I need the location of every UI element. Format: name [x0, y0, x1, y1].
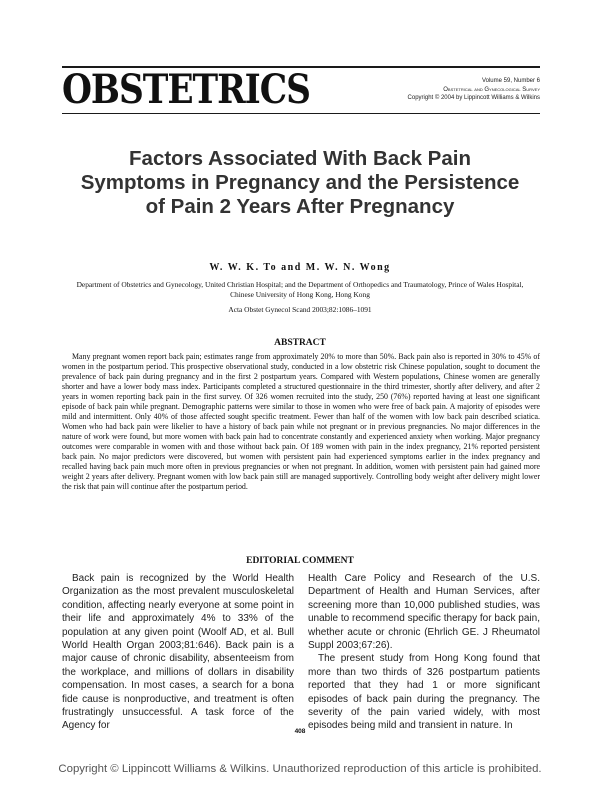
page-number: 408	[294, 728, 306, 735]
editorial-paragraph: Health Care Policy and Research of the U.S. Department of Health and Human Services, after screening more than 10,000 published studies, was unable to recommend specific therapy for back pain, whether acute or chronic (Ehrlich GE. J Rheumatol Suppl 2003;67:26).	[308, 573, 540, 652]
masthead-rule	[62, 113, 540, 114]
abstract-heading: ABSTRACT	[274, 338, 326, 348]
masthead	[62, 66, 540, 114]
editorial-right-column	[308, 572, 540, 733]
affiliation: Department of Obstetrics and Gynecology, United Christian Hospital; and the Department of Orthopedics and Traumatology, Prince of Wales Hospital, Chinese University of Hong Kong, Hong Kong	[76, 280, 524, 299]
abstract-text: Many pregnant women report back pain; estimates range from approximately 20% to more than 50%. Back pain also is reported in 30% to 45% of women in the postpartum period. This prospective observational study, conducted in a low obstetric risk Chinese population, sought to document the prevalence of back pain during pregnancy and in the first 2 postpartum years. Compared with Western populations, Chinese women are generally shorter and have a lower body mass index. Participants completed a structured questionnaire in the third trimester, shortly after delivery, and after 2 years in women reporting back pain in the first survey. Of 326 women recruited into the study, 250 (76%) reported having at least one significant episode of back pain while pregnant. Demographic patterns were similar to those in women who were free of back pain. A majority of episodes were mild and intermittent. Only 40% of those affected sought specific treatment. Fewer than half of the women with low back pain described sciatica. Women who had back pain were likelier to have a history of back pain while not pregnant or in previous pregnancies. No major differences in the nature of work were found, but more women with back pain had to concentrate constantly and experienced anxiety when working. Major pregnancy outcomes were comparable in women with and those without back pain. Of 189 women with pain in the index pregnancy, 21% reported persistent back pain. No major predictors were discovered, but women with persistent pain had experienced symptoms earlier in the index pregnancy and recalled having back pain much more often in previous pregnancies or when not pregnant. In addition, women with persistent pain had gained more weight 2 years after delivery. Pregnant women with low back pain still are managed supportively. Controlling body weight after delivery might lower the risk that pain will continue after the postpartum period.	[62, 352, 540, 491]
survey-name: Obstetrical and Gynecological Survey	[443, 86, 540, 93]
citation: Acta Obstet Gynecol Scand 2003;82:1086–1091	[228, 305, 372, 314]
editorial-paragraph: Back pain is recognized by the World Health Organization as the most prevalent musculoskeletal condition, affecting nearly everyone at some point in their life and approximately 4% to 33% of the population at any given point (Woolf AD, et al. Bull World Health Organ 2003;81:646). Back pain is a major cause of chronic disability, absenteeism from the workplace, and millions of dollars in disability compensation. In most cases, a search for a bona fide cause is nonproductive, and treatment is often frustratingly unsuccessful. A task force of the Agency for	[62, 573, 294, 732]
article-title: Factors Associated With Back Pain Symptoms in Pregnancy and the Persistence of Pain 2 Years After Pregnancy	[80, 147, 520, 218]
journal-title: OBSTETRICS	[62, 66, 310, 113]
volume-line: Volume 59, Number 6	[481, 78, 540, 84]
editorial-heading: EDITORIAL COMMENT	[246, 556, 354, 566]
editorial-left-column	[62, 572, 294, 733]
journal-info	[408, 77, 540, 103]
copyright-line: Copyright © 2004 by Lippincott Williams & Wilkins	[407, 95, 540, 101]
copyright-footer: Copyright © Lippincott Williams & Wilkins. Unauthorized reproduction of this article is prohibited.	[58, 763, 542, 775]
authors: W. W. K. To and M. W. N. Wong	[209, 262, 391, 273]
editorial-paragraph: The present study from Hong Kong found that more than two thirds of 326 postpartum patients reported that they had 1 or more significant episodes of back pain during the pregnancy. The severity of the pain varied widely, with most episodes being mild and transient in nature. In	[308, 653, 540, 732]
